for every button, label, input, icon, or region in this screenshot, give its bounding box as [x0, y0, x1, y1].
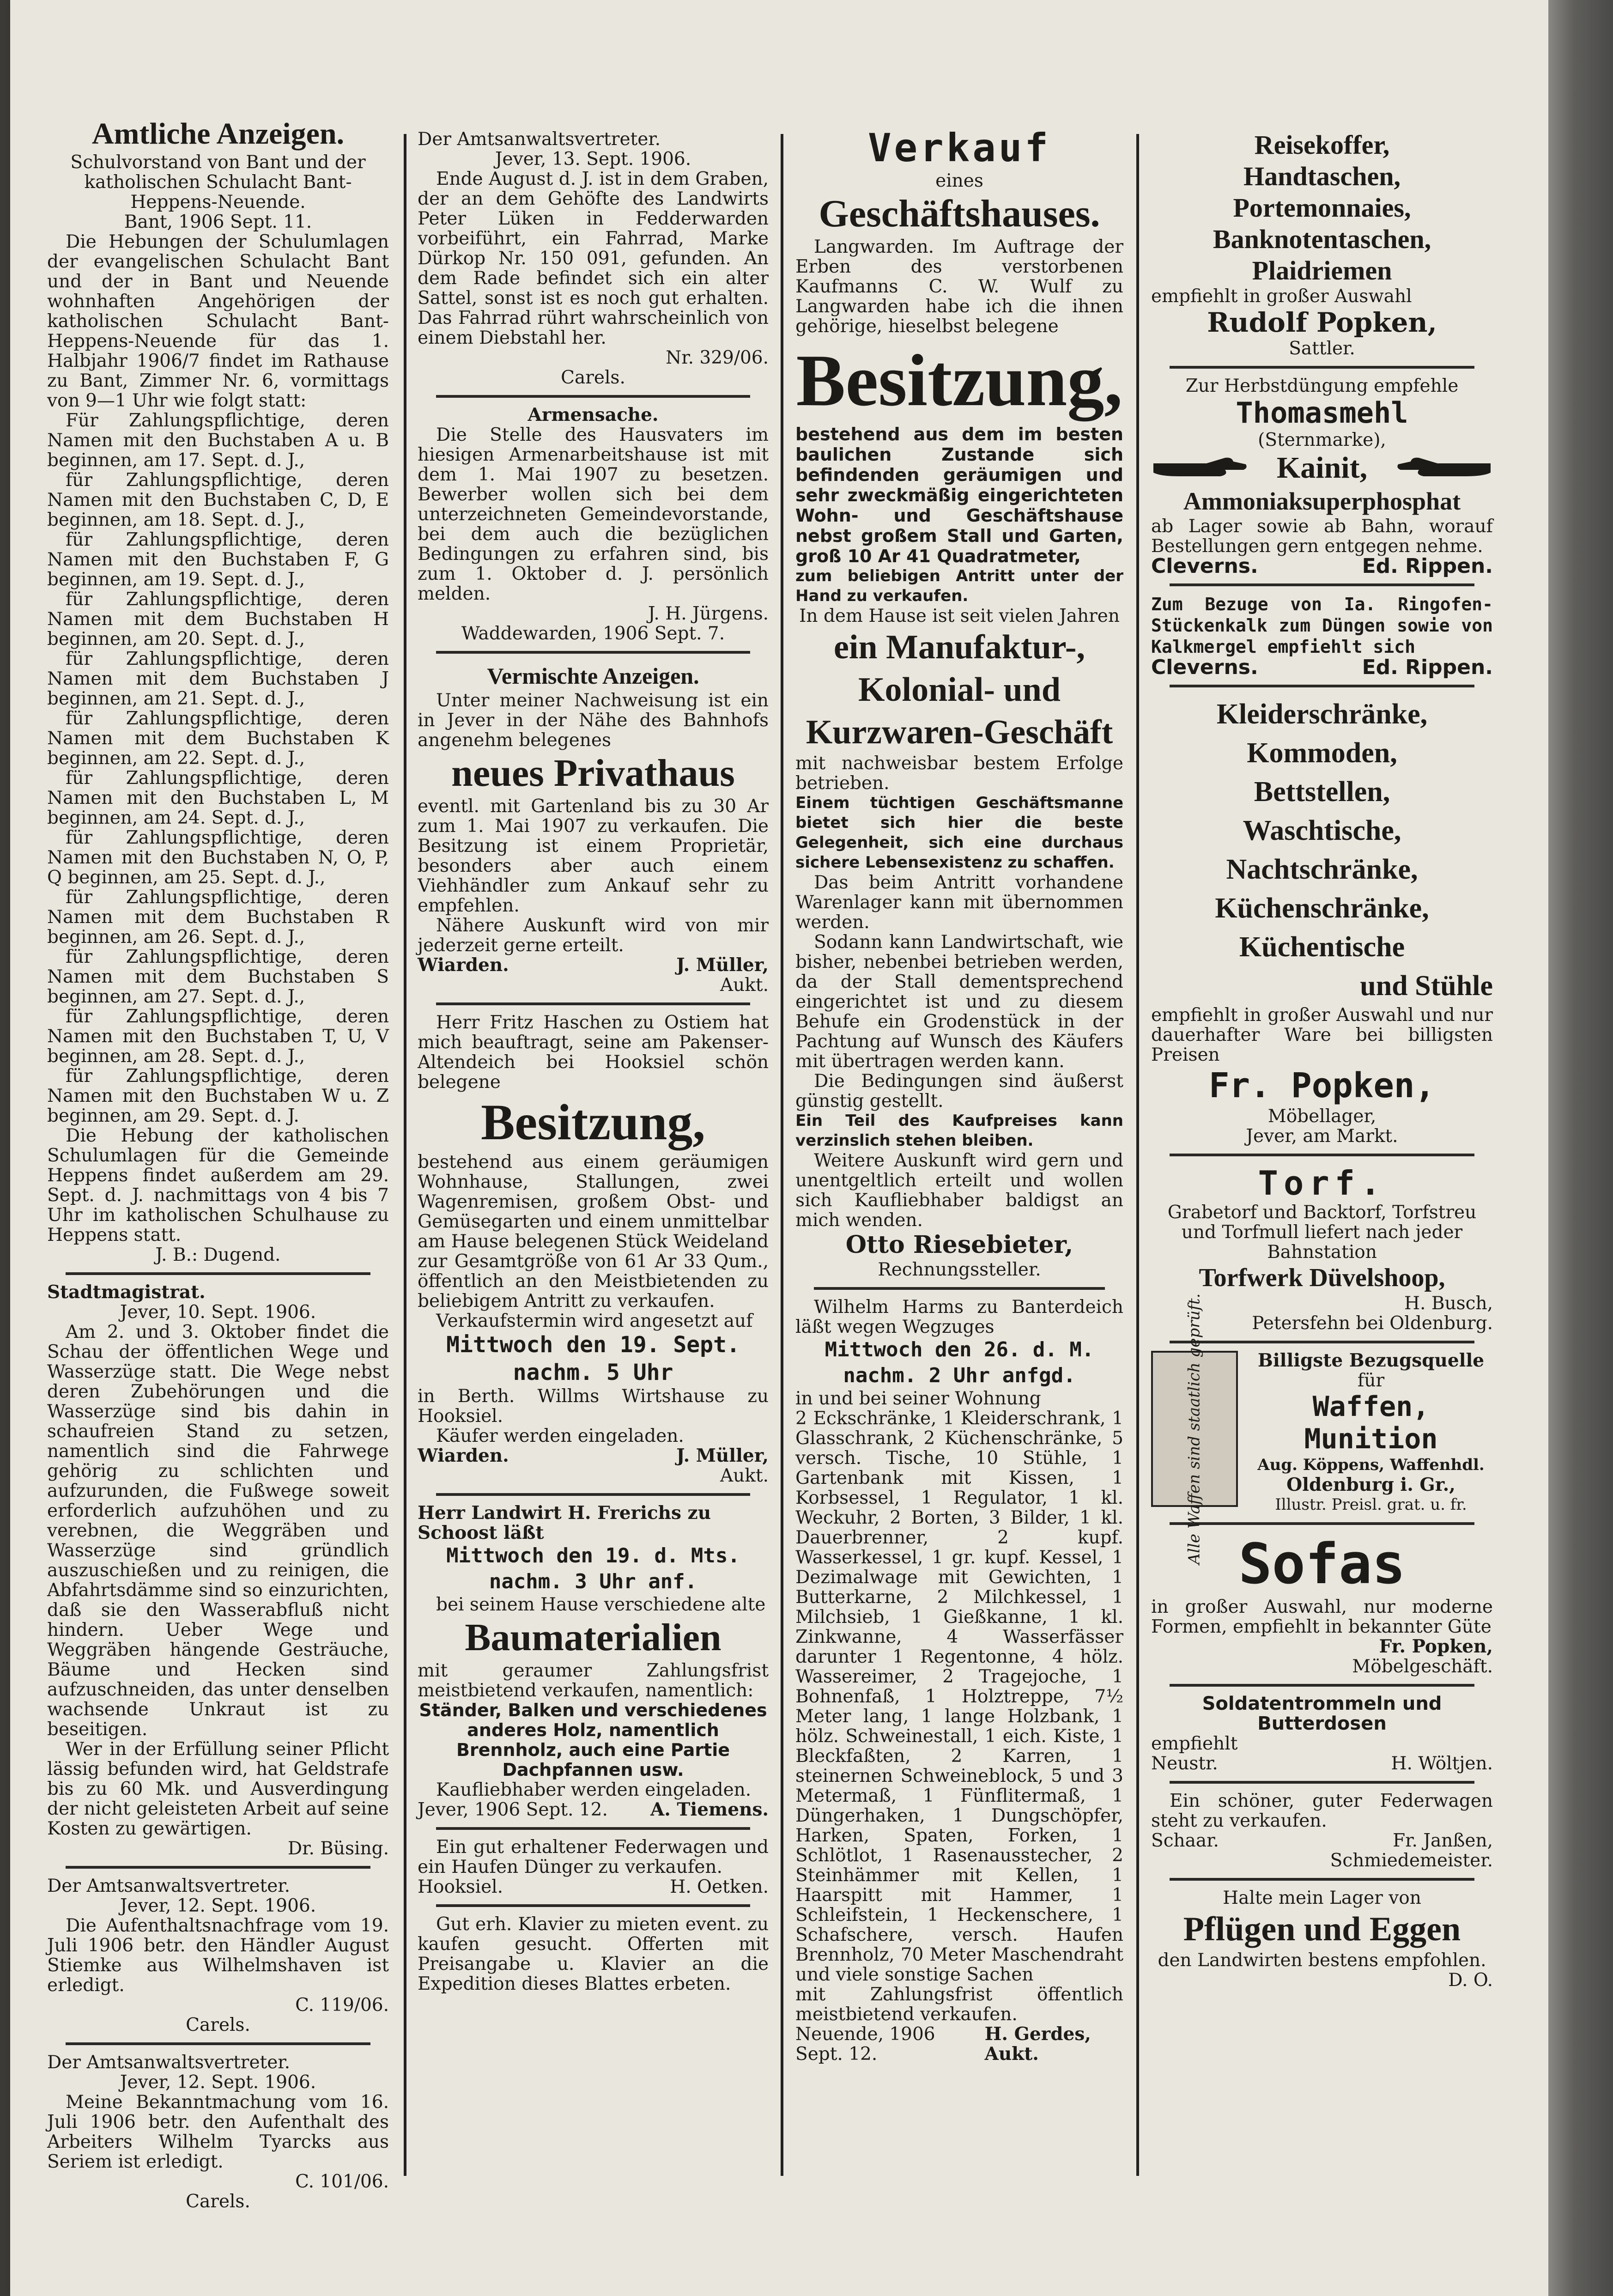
- ad-headline: Thomasmehl: [1236, 396, 1408, 430]
- ad-signature: Torfwerk Düvelshoop,: [1199, 1263, 1445, 1292]
- ad-line: Handtaschen,: [1243, 161, 1401, 191]
- binding-edge: [0, 0, 10, 2296]
- notice-title: Armensache.: [528, 404, 659, 425]
- ad-line: Waschtische,: [1243, 815, 1401, 846]
- divider: [1170, 1684, 1474, 1687]
- ad-headline-2: Kainit,: [1276, 451, 1368, 485]
- notice-body: Ende August d. J. ist in dem Graben, der an dem Gehöfte des Landwirts Peter Lüken in Fedderwarden vorbeiführt, ein Fahrrad, Marke Dürkop Nr. 150 091, gefunden. An dem Rade befindet sich ein alter Sattel, sonst ist es noch gut erhalten. Das Fahrrad rührt wahrscheinlich von einem Diebstahl her.: [418, 169, 769, 348]
- ad-headline-3: Ammoniaksuperphosphat: [1183, 487, 1461, 515]
- ad-title: Soldatentrommeln und Butterdosen: [1202, 1693, 1442, 1734]
- ad-place: Wiarden.: [418, 954, 509, 976]
- list-item: für Zahlungspflichtige, deren Namen mit dem Buchstaben S beginnen, am 27. Sept. d. J.,: [47, 947, 389, 1007]
- list-item: für Zahlungspflichtige, deren Namen mit dem Buchstaben J beginnen, am 21. Sept. d. J.,: [47, 649, 389, 709]
- notice-date: Jever, 13. Sept. 1906.: [495, 149, 691, 170]
- ad-date-line: Mittwoch den 26. d. M.: [825, 1338, 1094, 1361]
- ad-offer: empfiehlt: [1151, 1733, 1238, 1754]
- notice-body: Wer in der Erfüllung seiner Pflicht lässig befunden wird, hat Geldstrafe bis zu 60 Mk. und Ausverdingung der nicht geleisteten Arbeit auf seine Kosten zu gewärtigen.: [47, 1739, 389, 1839]
- ad-signature: Ed. Rippen.: [1362, 656, 1493, 679]
- ad-line: Portemonnaies,: [1233, 193, 1411, 223]
- ad-place: Jever, am Markt.: [1246, 1126, 1398, 1147]
- ad-body: Ein schöner, guter Federwagen steht zu verkaufen.: [1151, 1791, 1493, 1831]
- ad-body: Die Bedingungen sind äußerst günstig gestellt.: [795, 1071, 1123, 1112]
- divider: [66, 1272, 370, 1275]
- ad-owner: H. Busch,: [1404, 1293, 1493, 1314]
- ad-body: mit nachweisbar bestem Erfolge betrieben.: [795, 753, 1123, 794]
- page-edge: [1548, 0, 1613, 2296]
- ad-signature: Fr. Popken,: [1379, 1636, 1493, 1657]
- ad-invite: Kaufliebhaber werden eingeladen.: [436, 1780, 752, 1800]
- notice-title: Stadtmagistrat.: [47, 1282, 206, 1303]
- ad-role: Aukt.: [720, 975, 769, 996]
- ad-kalk: [1151, 594, 1493, 677]
- ad-signature: Rudolf Popken,: [1207, 307, 1437, 338]
- notice-signature: J. B.: Dugend.: [155, 1245, 281, 1265]
- divider: [1170, 1341, 1474, 1343]
- divider: [1170, 1878, 1474, 1881]
- ad-body: mit geraumer Zahlungsfrist meistbietend verkaufen, namentlich:: [418, 1660, 769, 1701]
- ad-headline-2: Munition: [1304, 1423, 1438, 1455]
- ad-signature: H. Wöltjen.: [1391, 1753, 1493, 1774]
- ad-headline: Besitzung,: [481, 1094, 705, 1150]
- waffen-box: [1151, 1293, 1238, 1565]
- list-item: für Zahlungspflichtige, deren Namen mit den Buchstaben N, O, P, Q beginnen, am 25. Sept. d. J.,: [47, 827, 389, 888]
- column-1: [47, 115, 389, 2218]
- divider: [1170, 1522, 1474, 1525]
- list-item: für Zahlungspflichtige, deren Namen mit den Buchstaben T, U, V beginnen, am 28. Sept. d. J.,: [47, 1006, 389, 1067]
- ad-signature: Ed. Rippen.: [1362, 554, 1493, 578]
- notice-schulvorstand: [47, 152, 389, 1265]
- ad-headline: Waffen,: [1312, 1391, 1430, 1423]
- notice-date: Jever, 12. Sept. 1906.: [120, 2072, 316, 2093]
- ad-signature-row: [1151, 556, 1493, 576]
- notice-signature: Dr. Büsing.: [287, 1838, 389, 1859]
- vertical-note: Alle Waffen sind staatlich geprüft.: [1185, 1293, 1204, 1565]
- divider: [1170, 366, 1474, 369]
- ad-place: Neustr.: [1151, 1753, 1218, 1774]
- notice-date: Waddewarden, 1906 Sept. 7.: [461, 623, 725, 644]
- ad-signature: J. Müller,: [676, 1445, 769, 1466]
- ad-role: Möbellager,: [1267, 1106, 1377, 1127]
- list-item: für Zahlungspflichtige, deren Namen mit dem Buchstaben H beginnen, am 20. Sept. d. J.,: [47, 589, 389, 650]
- divider: [436, 1827, 750, 1830]
- ad-federwagen-schaar: [1151, 1791, 1493, 1871]
- divider: [814, 1287, 1105, 1290]
- ad-title-2: Geschäftshauses.: [819, 192, 1100, 235]
- ad-kainit-row: [1151, 450, 1493, 486]
- ad-verkauf-geschaeftshaus: [795, 125, 1123, 1280]
- divider: [1170, 583, 1474, 586]
- waffen-text: [1249, 1351, 1493, 1515]
- ad-auktion-harms: [795, 1297, 1123, 2064]
- ad-location: in Berth. Willms Wirtshause zu Hooksiel.: [418, 1386, 769, 1427]
- ad-signature: Fr. Popken,: [1208, 1066, 1436, 1105]
- ad-klavier: [418, 1914, 769, 1994]
- ad-place: Oldenburg i. Gr.,: [1286, 1474, 1455, 1495]
- ad-body: Ein gut erhaltener Federwagen und ein Haufen Dünger zu verkaufen.: [418, 1837, 769, 1877]
- ad-line: Plaidriemen: [1252, 255, 1392, 285]
- ad-intro: Halte mein Lager von: [1223, 1888, 1421, 1908]
- notice-signature: Carels.: [561, 367, 625, 388]
- newspaper-page: [10, 0, 1548, 2296]
- notice-date: Jever, 10. Sept. 1906.: [120, 1302, 316, 1323]
- ad-date: Neuende, 1906 Sept. 12.: [795, 2024, 935, 2065]
- ad-intro: Herr Landwirt H. Frerichs zu Schoost läßt: [418, 1502, 711, 1543]
- ad-for: für: [1357, 1370, 1385, 1391]
- ad-body: Zum Bezuge von Ia. Ringofen-Stückenkalk zum Düngen sowie von Kalkmergel empfiehlt sich: [1151, 594, 1493, 657]
- divider: [66, 1866, 370, 1869]
- ad-intro: Billigste Bezugsquelle: [1257, 1350, 1485, 1371]
- column-3: [795, 125, 1123, 2071]
- notice-title: Der Amtsanwaltsvertreter.: [418, 129, 661, 150]
- notice-amtsanwalt-2: [47, 2053, 389, 2211]
- list-item: Für Zahlungspflichtige, deren Namen mit den Buchstaben A u. B beginnen, am 17. Sept. d. J.,: [47, 410, 389, 471]
- notice-fahrrad: [418, 129, 769, 388]
- ad-date-line: Mittwoch den 19. d. Mts.: [446, 1544, 740, 1567]
- ad-line: Kleiderschränke,: [1216, 699, 1428, 730]
- ad-place: Schaar.: [1151, 1830, 1219, 1851]
- ad-bold-body: bestehend aus dem im besten baulichen Zustande sich befindenden geräumigen und sehr zweckmäßig eingerichteten Wohn- und Geschäftshause nebst großem Stall und Garten, groß 10 Ar 41 Quadratmeter,: [795, 424, 1123, 566]
- ad-line: Kommoden,: [1247, 737, 1397, 769]
- ad-intro: Herr Fritz Haschen zu Ostiem hat mich beauftragt, seine am Pakenser-Altendeich bei Hooksiel schön belegene: [418, 1012, 769, 1093]
- ad-signature-row: [418, 1800, 769, 1820]
- section-heading-amtliche: Amtliche Anzeigen.: [91, 117, 345, 151]
- ad-trommeln: [1151, 1694, 1493, 1774]
- ad-signature-row: [1151, 1831, 1493, 1851]
- column-rule-2: [781, 134, 783, 2176]
- ad-line: Reisekoffer,: [1254, 130, 1390, 160]
- notice-signature: Carels.: [186, 2191, 250, 2212]
- ad-bold-body: Einem tüchtigen Geschäftsmanne bietet sich hier die beste Gelegenheit, sich eine durchaus sichere Lebensexistenz zu schaffen.: [795, 794, 1123, 872]
- notice-body: Die Stelle des Hausvaters im hiesigen Armenarbeitshause ist mit dem 1. Mai 1907 zu besetzen. Bewerber wollen sich bei dem unterzeichneten Gemeindevorstande, bei dem auch die bezüglichen Bedingungen zu erfahren sind, bis zum 1. Oktober d. J. persönlich melden.: [418, 425, 769, 604]
- ad-headline: Besitzung,: [796, 339, 1123, 421]
- ad-signature-row: [418, 955, 769, 975]
- ad-place: Cleverns.: [1151, 554, 1258, 578]
- ad-body: Das beim Antritt vorhandene Warenlager kann mit übernommen werden.: [795, 872, 1123, 933]
- ad-line: Bettstellen,: [1254, 776, 1390, 808]
- divider: [1170, 1154, 1474, 1156]
- ad-signature: Fr. Janßen,: [1393, 1830, 1493, 1851]
- ad-signature-row: [795, 2024, 1123, 2064]
- ad-federwagen-hooksiel: [418, 1837, 769, 1897]
- divider: [436, 395, 750, 398]
- ad-intro: Zur Herbstdüngung empfehle: [1185, 376, 1459, 396]
- ad-signature: H. Gerdes, Aukt.: [984, 2023, 1091, 2065]
- notice-reference: Nr. 329/06.: [666, 347, 769, 368]
- ad-body: empfiehlt in großer Auswahl und nur dauerhafter Ware bei billigsten Preisen: [1151, 1005, 1493, 1065]
- ad-place: Petersfehn bei Oldenburg.: [1252, 1313, 1493, 1334]
- notice-closing: Die Hebung der katholischen Schulumlagen für die Gemeinde Heppens findet außerdem am 29. Sept. d. J. nachmittags von 4 bis 7 Uhr im katholischen Schulhause zu Heppens statt.: [47, 1125, 389, 1245]
- ad-subtitle: eines: [935, 170, 983, 191]
- ad-term: Verkaufstermin wird angesetzt auf: [436, 1311, 753, 1331]
- ad-signature-row: [418, 1446, 769, 1466]
- notice-body: Meine Bekanntmachung vom 16. Juli 1906 betr. den Aufenthalt des Arbeiters Wilhelm Tyarcks aus Seriem ist erledigt.: [47, 2092, 389, 2172]
- ad-body: ab Lager sowie ab Bahn, worauf Bestellungen gern entgegen nehme.: [1151, 516, 1493, 557]
- divider: [1170, 1781, 1474, 1784]
- ad-signature: A. Tiemens.: [650, 1799, 769, 1820]
- notice-body: Am 2. und 3. Oktober findet die Schau der öffentlichen Wege und Wasserzüge statt. Die Wege nebst deren Zubehörungen und die Wasserzüge sind bis dahin in schaufreien Stand zu setzen, namentlich sind die Fahrwege gehörig zu schlichten und aufzurunden, die Fußwege soweit erforderlich aufzuhöhen und zu verebnen, die Weggräben und Wasserzüge sind gründlich auszuschießen und zu reinigen, die Abfahrtsdämme sind so einzurichten, daß sie den Wasserabfluß nicht hindern. Ueber Wege und Weggräben hängende Gesträuche, Bäume und Hecken sind aufzuschneiden, das unter denselben wachsende Unkraut ist zu beseitigen.: [47, 1322, 389, 1740]
- ad-headline: Baumaterialien: [465, 1616, 722, 1659]
- ad-headline: neues Privathaus: [451, 752, 735, 795]
- ad-items: 2 Eckschränke, 1 Kleiderschrank, 1 Glasschrank, 2 Küchenschränke, 5 versch. Tische, 10 Stühle, 1 Gartenbank mit Kissen, 1 Korbsessel, 1 Regulator, 1 kl. Weckuhr, 2 Borten, 3 Bilder, 1 kl. Dauerbrenner, 2 kupf. Wasserkessel, 1 gr. kupf. Kessel, 1 Dezimalwage mit Gewichten, 1 Butterkarne, 2 Milchkessel, 1 Milchsieb, 1 Gießkanne, 1 kl. Zinkwanne, 4 Wasserfässer darunter 1 Regentonne, 4 hölz. Wassereimer, 2 Tragejoche, 1 Bohnenfaß, 1 Holztreppe, 7½ Meter lang, 1 lange Holzbank, 1 hölz. Schweinestall, 1 eich. Kiste, 1 Bleckfaßten, 2 Karren, 1 steinernen Schweineblock, 5 und 3 Metermaß, 1 Fünflitermaß, 1 Düngerhaken, 1 Dungschöpfer, Harken, Spaten, Forken, 1 Schlötlot, 1 Rasenausstecher, 2 Steinhämmer mit Kellen, 1 Haarspitt mit Hammer, 1 Schleifstein, 1 Heckenschere, 1 Schafschere, versch. Haufen Brennholz, 70 Meter Maschendraht und viele sonstige Sachen: [795, 1408, 1123, 1985]
- ad-role: Rechnungssteller.: [878, 1259, 1041, 1280]
- divider: [436, 1002, 750, 1005]
- ad-closing: mit Zahlungsfrist öffentlich meistbietend verkaufen.: [795, 1984, 1123, 2025]
- ad-body: den Landwirten bestens empfohlen.: [1158, 1950, 1486, 1971]
- notice-reference: C. 119/06.: [295, 1995, 389, 2016]
- ad-signature-row: [1151, 1754, 1493, 1774]
- ad-headline: Pflügen und Eggen: [1183, 1910, 1461, 1948]
- ad-pfluege: [1151, 1888, 1493, 1990]
- ad-offer: empfiehlt in großer Auswahl: [1151, 286, 1412, 307]
- ad-besitzung-haschen: [418, 1013, 769, 1486]
- ad-signature: Aug. Köppens, Waffenhdl.: [1257, 1456, 1485, 1474]
- divider: [1170, 685, 1474, 687]
- ad-signature: H. Oetken.: [670, 1877, 769, 1897]
- ad-role: Möbelgeschäft.: [1352, 1656, 1493, 1677]
- ad-body: Grabetorf und Backtorf, Torfstreu und Torfmull liefert nach jeder Bahnstation: [1167, 1202, 1477, 1263]
- pointing-hand-left-icon: [1396, 454, 1493, 482]
- ad-items: Ständer, Balken und verschiedenes anderes Holz, namentlich Brennholz, auch eine Partie Dachpfannen usw.: [419, 1700, 767, 1780]
- divider: [436, 651, 750, 654]
- notice-date: Bant, 1906 Sept. 11.: [124, 212, 312, 232]
- ad-sattler-popken: [1151, 129, 1493, 358]
- ad-intro: Wilhelm Harms zu Banterdeich läßt wegen Wegzuges: [795, 1297, 1123, 1337]
- ad-body: Weitere Auskunft wird gern und unentgeltlich erteilt und wollen sich Kaufliebhaber baldigst an mich wenden.: [795, 1150, 1123, 1231]
- list-item: für Zahlungspflichtige, deren Namen mit den Buchstaben F, G beginnen, am 19. Sept. d. J.,: [47, 529, 389, 590]
- ad-body: bestehend aus einem geräumigen Wohnhause, Stallungen, zwei Wagenremisen, großem Obst- und Gemüsegarten und einem unmittelbar am Hause belegenen Stück Weideland zur Gesamtgröße von 61 Ar 33 Qum., öffentlich an den Meistbietenden zu beliebigem Antritt zu verkaufen.: [418, 1152, 769, 1312]
- ad-title: Verkauf: [867, 125, 1051, 170]
- list-item: für Zahlungspflichtige, deren Namen mit den Buchstaben C, D, E beginnen, am 18. Sept. d. J.,: [47, 470, 389, 530]
- list-item: für Zahlungspflichtige, deren Namen mit den Buchstaben L, M beginnen, am 24. Sept. d. J.,: [47, 768, 389, 828]
- ad-date-line: Mittwoch den 19. Sept.: [446, 1332, 740, 1358]
- ad-headline: Sofas: [1238, 1532, 1406, 1597]
- pointing-hand-right-icon: [1151, 454, 1248, 482]
- ad-location: in und bei seiner Wohnung: [795, 1388, 1041, 1409]
- ad-line: In dem Hause ist seit vielen Jahren: [799, 606, 1120, 626]
- ad-moebel-popken: [1151, 695, 1493, 1146]
- notice-body: Die Aufenthaltsnachfrage vom 19. Juli 1906 betr. den Händler August Stiemke aus Wilhelmshaven ist erledigt.: [47, 1915, 389, 1996]
- ad-role: Schmiedemeister.: [1330, 1850, 1493, 1871]
- ad-privathaus: [418, 661, 769, 995]
- ad-body: eventl. mit Gartenland bis zu 30 Ar zum 1. Mai 1907 zu verkaufen. Die Besitzung ist einem Proprietär, besonders aber auch einem Viehhändler zum Ankauf sehr zu empfehlen.: [418, 796, 769, 916]
- notice-reference: C. 101/06.: [295, 2171, 389, 2192]
- ad-bold-body: zum beliebigen Antritt unter der Hand zu verkaufen.: [795, 567, 1123, 605]
- ad-signature: D. O.: [1448, 1970, 1493, 1991]
- ad-place: Hooksiel.: [418, 1877, 503, 1897]
- ad-time-line: nachm. 3 Uhr anf.: [489, 1570, 697, 1593]
- ad-signature-row: [418, 1877, 769, 1897]
- ad-place: Wiarden.: [418, 1445, 509, 1466]
- notice-stadtmagistrat: [47, 1282, 389, 1859]
- notice-signature: Carels.: [186, 2015, 250, 2035]
- ad-bold-body: Ein Teil des Kaufpreises kann verzinslich stehen bleiben.: [795, 1112, 1123, 1150]
- ad-role: Aukt.: [720, 1465, 769, 1486]
- ad-baumaterialien: [418, 1503, 769, 1820]
- notice-amtsanwalt-1: [47, 1876, 389, 2035]
- ad-headline-2: ein Manufaktur-, Kolonial- und Kurzwaren-Geschäft: [806, 628, 1113, 751]
- ad-time-line: nachm. 2 Uhr anfgd.: [843, 1364, 1076, 1387]
- list-item: für Zahlungspflichtige, deren Namen mit dem Buchstaben R beginnen, am 26. Sept. d. J.,: [47, 887, 389, 948]
- ad-body: Nähere Auskunft wird von mir jederzeit gerne erteilt.: [418, 915, 769, 956]
- ad-body: Sodann kann Landwirtschaft, wie bisher, nebenbei betrieben werden, da der Stall dementsprechend eingerichtet ist und zu diesem Behufe ein Grodenstück in der Pachtung auf Wunsch des Käufers mit übertragen werden kann.: [795, 932, 1123, 1072]
- notice-armensache: [418, 405, 769, 644]
- ad-signature: Otto Riesebieter,: [845, 1231, 1073, 1259]
- ad-line: Küchentische: [1239, 931, 1405, 963]
- notice-org: Schulvorstand von Bant und der katholischen Schulacht Bant-Heppens-Neuende.: [70, 152, 366, 213]
- ad-invite: Käufer werden eingeladen.: [436, 1426, 684, 1446]
- section-heading-vermischte: Vermischte Anzeigen.: [487, 663, 699, 689]
- ad-time-line: nachm. 5 Uhr: [513, 1360, 673, 1385]
- ad-duenger: [1151, 376, 1493, 576]
- notice-date: Jever, 12. Sept. 1906.: [120, 1895, 316, 1916]
- ad-signature-row: [1151, 657, 1493, 677]
- ad-place: Cleverns.: [1151, 656, 1258, 679]
- notice-title: Der Amtsanwaltsvertreter.: [47, 2052, 291, 2073]
- ad-line: Nachtschränke,: [1226, 854, 1418, 885]
- ad-role: Sattler.: [1289, 338, 1355, 359]
- divider: [66, 2042, 370, 2045]
- ad-line: Banknotentaschen,: [1213, 224, 1431, 254]
- ad-signature: J. Müller,: [676, 954, 769, 976]
- column-2: [418, 129, 769, 2000]
- ad-body: in großer Auswahl, nur moderne Formen, empfiehlt in bekannter Güte: [1151, 1597, 1493, 1637]
- divider: [436, 1904, 750, 1907]
- ad-line: Küchenschränke,: [1215, 893, 1429, 924]
- ad-intro: Langwarden. Im Auftrage der Erben des verstorbenen Kaufmanns C. W. Wulf zu Langwarden habe ich die ihnen gehörige, hieselbst belegene: [795, 237, 1123, 337]
- ad-catalog: Illustr. Preisl. grat. u. fr.: [1275, 1495, 1467, 1514]
- list-item: für Zahlungspflichtige, deren Namen mit dem Buchstaben K beginnen, am 22. Sept. d. J.,: [47, 708, 389, 769]
- ad-intro: Unter meiner Nachweisung ist ein in Jever in der Nähe des Bahnhofs angenehm belegenes: [418, 690, 769, 751]
- column-rule-3: [1136, 134, 1139, 2176]
- notice-intro: Die Hebungen der Schulumlagen der evangelischen Schulacht Bant und der in Bant und Neuende wohnhaften Angehörigen der katholischen Schulacht Bant-Heppens-Neuende für das 1. Halbjahr 1906/7 findet im Rathause zu Bant, Zimmer Nr. 6, vormittags von 9—1 Uhr wie folgt statt:: [47, 231, 389, 411]
- list-item: für Zahlungspflichtige, deren Namen mit den Buchstaben W u. Z beginnen, am 29. Sept. d. J.: [47, 1066, 389, 1126]
- ad-line: und Stühle: [1360, 970, 1493, 1002]
- notice-signature: J. H. Jürgens.: [648, 603, 769, 624]
- ad-subtitle: (Sternmarke),: [1258, 430, 1386, 450]
- notice-title: Der Amtsanwaltsvertreter.: [47, 1876, 291, 1896]
- column-rule-1: [404, 134, 406, 2176]
- column-4: [1151, 129, 1493, 1997]
- ad-line: bei seinem Hause verschiedene alte: [436, 1594, 766, 1615]
- ad-body: Gut erh. Klavier zu mieten event. zu kaufen gesucht. Offerten mit Preisangabe u. Klavier an die Expedition dieses Blattes erbeten.: [418, 1914, 769, 1994]
- ad-date: Jever, 1906 Sept. 12.: [418, 1799, 608, 1820]
- ad-title: Torf.: [1258, 1164, 1386, 1203]
- divider: [436, 1493, 750, 1496]
